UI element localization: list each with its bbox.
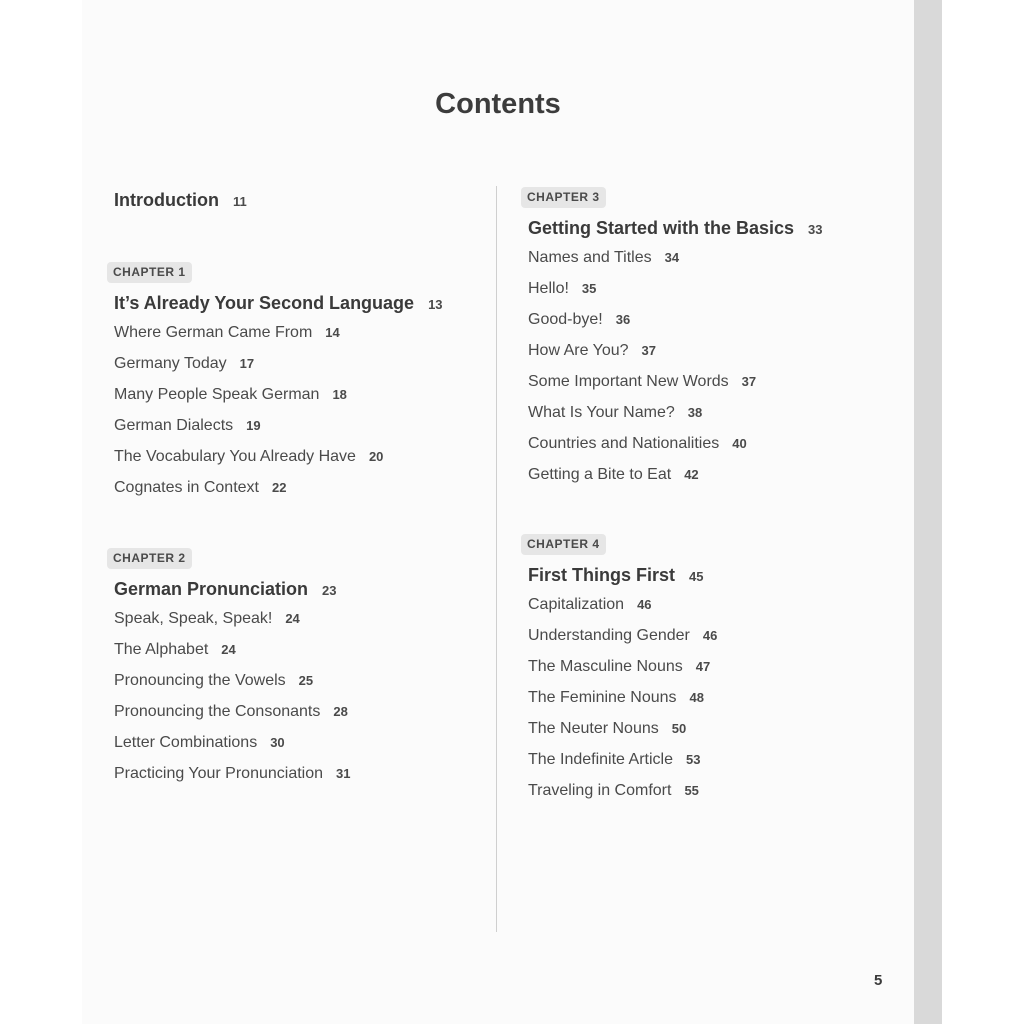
section-label: Cognates in Context (114, 479, 259, 496)
section-entry (528, 689, 898, 720)
chapter-1 (114, 262, 484, 510)
section-entry (528, 658, 898, 689)
section-page: 25 (298, 673, 314, 688)
section-label: Where German Came From (114, 324, 313, 341)
section-label: What Is Your Name? (528, 404, 675, 421)
section-label: Pronouncing the Consonants (114, 703, 321, 720)
chapter-title-text: Getting Started with the Basics (528, 218, 795, 238)
section-page: 37 (641, 343, 656, 358)
section-page: 42 (684, 467, 699, 482)
introduction-label: Introduction (114, 190, 219, 210)
section-entry (114, 641, 484, 672)
chapter-title-text: First Things First (528, 565, 676, 585)
section-page: 14 (325, 325, 340, 340)
section-list (528, 596, 898, 813)
chapter-title (114, 293, 484, 314)
section-label: Germany Today (114, 355, 227, 372)
chapter-3 (528, 187, 898, 497)
section-entry (114, 734, 484, 765)
section-entry (528, 280, 898, 311)
section-page: 30 (270, 735, 285, 750)
section-entry (528, 720, 898, 751)
section-page: 46 (702, 628, 718, 643)
section-page: 37 (741, 374, 757, 389)
introduction-page: 11 (232, 194, 247, 209)
section-label: Names and Titles (528, 249, 652, 266)
section-label: Speak, Speak, Speak! (114, 610, 273, 627)
chapter-badge: CHAPTER 4 (521, 534, 606, 555)
section-label: German Dialects (114, 417, 234, 434)
chapter-badge: CHAPTER 3 (521, 187, 606, 208)
section-label: Pronouncing the Vowels (114, 672, 286, 689)
right-column (528, 187, 898, 813)
chapter-title (528, 218, 898, 239)
section-page: 36 (615, 312, 631, 327)
left-column (114, 190, 484, 796)
section-entry (114, 765, 484, 796)
section-page: 31 (336, 766, 351, 781)
section-label: Getting a Bite to Eat (528, 466, 672, 483)
section-entry (114, 417, 484, 448)
chapter-2 (114, 548, 484, 796)
section-label: How Are You? (528, 342, 629, 359)
chapter-title (528, 565, 898, 586)
chapter-badge: CHAPTER 2 (107, 548, 192, 569)
section-page: 18 (332, 387, 347, 402)
chapter-title-text: It’s Already Your Second Language (114, 293, 415, 313)
section-entry (528, 373, 898, 404)
section-entry (528, 782, 898, 813)
section-page: 38 (687, 405, 703, 420)
section-label: Some Important New Words (528, 373, 729, 390)
section-label: Letter Combinations (114, 734, 258, 751)
section-label: The Vocabulary You Already Have (114, 448, 356, 465)
section-page: 35 (581, 281, 597, 296)
page-edge (914, 0, 942, 1024)
section-page: 28 (333, 704, 348, 719)
section-entry (528, 404, 898, 435)
section-entry (528, 596, 898, 627)
section-list (114, 324, 484, 510)
section-label: Capitalization (528, 596, 625, 613)
section-label: Traveling in Comfort (528, 782, 672, 799)
section-page: 24 (221, 642, 236, 657)
section-entry (528, 751, 898, 782)
section-entry (528, 627, 898, 658)
section-entry (528, 342, 898, 373)
section-label: The Neuter Nouns (528, 720, 659, 737)
section-page: 48 (689, 690, 704, 705)
chapter-title (114, 579, 484, 600)
chapter-4 (528, 534, 898, 813)
chapter-page: 13 (428, 297, 443, 312)
column-divider (496, 186, 497, 932)
section-page: 47 (695, 659, 711, 674)
section-entry (114, 703, 484, 734)
section-label: Good-bye! (528, 311, 603, 328)
section-entry (528, 435, 898, 466)
section-label: The Indefinite Article (528, 751, 673, 768)
section-entry (528, 311, 898, 342)
section-entry (114, 324, 484, 355)
section-label: Hello! (528, 280, 569, 297)
section-page: 19 (246, 418, 261, 433)
section-entry (114, 672, 484, 703)
page-number: 5 (874, 972, 883, 989)
section-entry (528, 249, 898, 280)
chapter-page: 33 (808, 222, 823, 237)
section-entry (114, 610, 484, 641)
section-page: 24 (285, 611, 300, 626)
section-label: Countries and Nationalities (528, 435, 720, 452)
section-label: The Masculine Nouns (528, 658, 683, 675)
section-list (114, 610, 484, 796)
page-title: Contents (435, 88, 561, 120)
section-list (528, 249, 898, 497)
section-entry (114, 479, 484, 510)
chapter-page: 23 (322, 583, 337, 598)
chapter-badge: CHAPTER 1 (107, 262, 192, 283)
section-page: 17 (239, 356, 255, 371)
section-entry (114, 386, 484, 417)
section-page: 50 (671, 721, 687, 736)
section-label: Understanding Gender (528, 627, 690, 644)
section-label: Practicing Your Pronunciation (114, 765, 324, 782)
section-page: 53 (685, 752, 701, 767)
introduction-entry (114, 190, 484, 211)
section-label: The Alphabet (114, 641, 209, 658)
section-page: 55 (684, 783, 699, 798)
section-page: 40 (732, 436, 747, 451)
section-page: 20 (368, 449, 384, 464)
chapter-page: 45 (689, 569, 704, 584)
section-entry (114, 355, 484, 386)
section-page: 34 (664, 250, 680, 265)
section-page: 22 (271, 480, 287, 495)
chapter-title-text: German Pronunciation (114, 579, 309, 599)
section-entry (114, 448, 484, 479)
section-label: The Feminine Nouns (528, 689, 677, 706)
section-label: Many People Speak German (114, 386, 320, 403)
section-entry (528, 466, 898, 497)
section-page: 46 (637, 597, 652, 612)
